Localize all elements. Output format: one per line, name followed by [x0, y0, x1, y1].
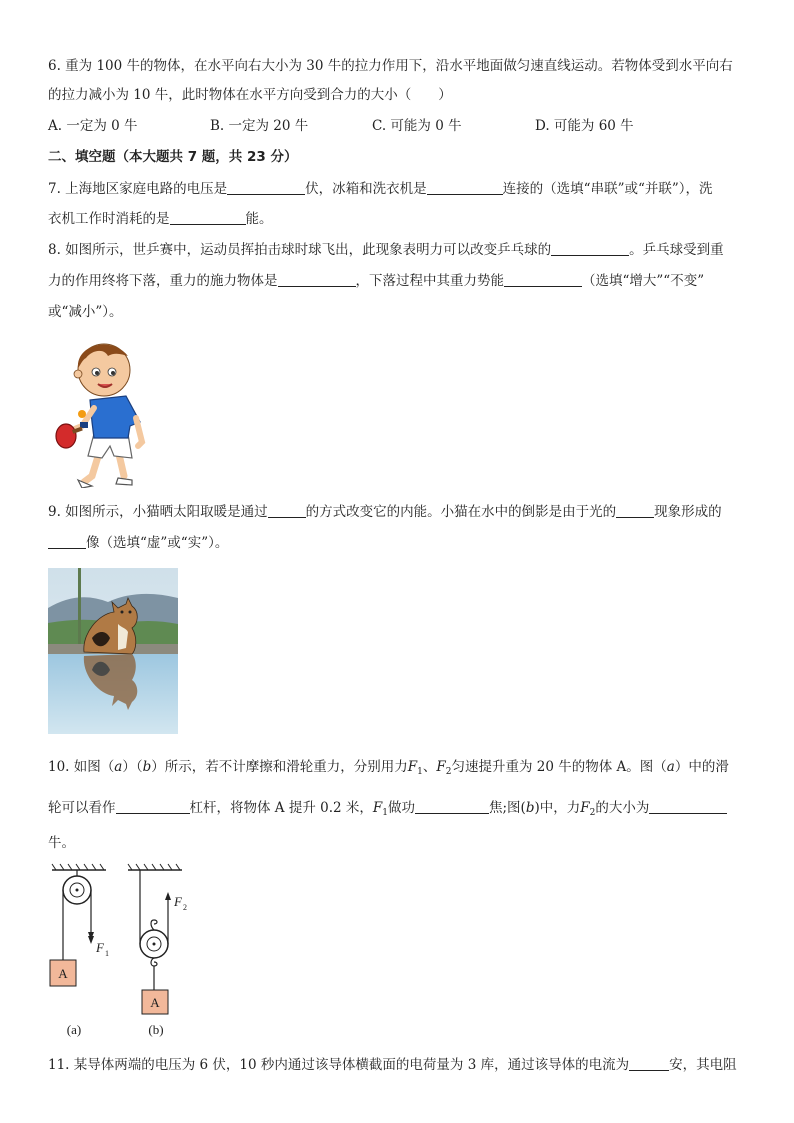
force1-label: F — [96, 940, 104, 955]
q6-option-b: B. 一定为 20 牛 — [210, 118, 309, 134]
q10-line1 — [48, 757, 729, 782]
block-a-label-b: A — [150, 995, 160, 1010]
q10-force2-subscript-2: 2 — [589, 808, 596, 818]
table-tennis-boy-illustration — [52, 338, 152, 488]
q8-line1 — [48, 240, 724, 260]
q10-force1-subscript-2: 1 — [382, 808, 388, 818]
q10-force2-symbol-2: F — [580, 800, 590, 816]
q7-text-d: 衣机工作时消耗的是 — [48, 211, 170, 227]
q7-blank-2[interactable] — [427, 180, 503, 195]
q11-text-a: 11. 某导体两端的电压为 6 伏，10 秒内通过该导体横截面的电荷量为 3 库，通过该导体的电流为 — [48, 1057, 630, 1073]
q9-blank-3[interactable] — [48, 534, 86, 549]
force2-label: F — [174, 894, 182, 909]
q6-line2: 的拉力减小为 10 牛，此时物体在水平方向受到合力的大小（ ） — [48, 87, 452, 103]
q10-force1-symbol: F — [407, 759, 418, 775]
q7-text-e: 能。 — [245, 211, 273, 227]
q10-fig-a-ref: a — [114, 759, 123, 775]
q10-force2-symbol: F — [436, 759, 446, 775]
figure-a-caption: (a) — [66, 1022, 82, 1037]
q10-force1-subscript: 1 — [417, 767, 423, 777]
q9-text-c: 现象形成的 — [654, 504, 722, 520]
q11-line1 — [48, 1055, 737, 1075]
figure-b-caption: (b) — [148, 1022, 164, 1037]
q6-line1: 6. 重为 100 牛的物体，在水平向右大小为 30 牛的拉力作用下，沿水平地面做匀速直线运动。若物体受到水平向右 — [48, 58, 733, 74]
q7-text-b: 伏，冰箱和洗衣机是 — [305, 181, 427, 197]
q10-blank-2[interactable] — [415, 799, 489, 814]
cat-reflection-photo — [48, 568, 178, 734]
q7-blank-3[interactable] — [170, 210, 246, 225]
q8-line2 — [48, 271, 704, 291]
q10-line2 — [48, 798, 727, 823]
q10-text-b: ）（ — [122, 759, 143, 775]
q10-separator: 、 — [422, 759, 437, 775]
q10-text-i: 焦;图( — [489, 800, 526, 816]
q9-blank-2[interactable] — [616, 503, 654, 518]
force2-subscript: 2 — [183, 903, 187, 912]
q8-text-d: ，下落过程中其重力势能 — [355, 273, 504, 289]
q8-line3: 或“减小”）。 — [48, 304, 123, 320]
block-a-label-a: A — [58, 966, 68, 981]
q6-option-c: C. 可能为 0 牛 — [372, 118, 462, 134]
q10-line3: 牛。 — [48, 835, 75, 851]
q7-blank-1[interactable] — [227, 180, 305, 195]
q8-blank-3[interactable] — [504, 272, 582, 287]
q9-text-b: 的方式改变它的内能。小猫在水中的倒影是由于光的 — [305, 504, 617, 520]
q8-text-b: 。乒乓球受到重 — [629, 242, 724, 258]
q7-text-c: 连接的（选填“串联”或“并联”），洗 — [502, 181, 713, 197]
q10-text-k: 的大小为 — [595, 800, 650, 816]
q11-text-b: 安，其电阻 — [669, 1057, 737, 1073]
q10-blank-3[interactable] — [649, 799, 727, 814]
q8-blank-2[interactable] — [278, 272, 356, 287]
q10-text-h: 做功 — [388, 800, 415, 816]
q10-text-j: )中，力 — [534, 800, 581, 816]
q9-blank-1[interactable] — [268, 503, 306, 518]
movable-pulley-diagram-b — [128, 864, 187, 1037]
q9-line1 — [48, 502, 722, 522]
q10-text-e: ）中的滑 — [674, 759, 729, 775]
fixed-pulley-diagram-a — [50, 864, 109, 1037]
q10-fig-b-ref-2: b — [525, 800, 535, 816]
q10-text-g: 杠杆，将物体 A 提升 0.2 米， — [189, 800, 373, 816]
q10-fig-b-ref: b — [142, 759, 152, 775]
q8-blank-1[interactable] — [551, 241, 629, 256]
q6-option-d: D. 可能为 60 牛 — [535, 118, 634, 134]
pulley-diagrams — [46, 862, 216, 1042]
q10-force1-symbol-2: F — [372, 800, 383, 816]
force1-subscript: 1 — [105, 949, 109, 958]
q10-text-a: 10. 如图（ — [48, 759, 115, 775]
q11-blank-1[interactable] — [629, 1056, 669, 1071]
q9-text-a: 9. 如图所示，小猫晒太阳取暖是通过 — [48, 504, 268, 520]
q7-line1 — [48, 179, 713, 199]
q8-text-e: （选填“增大”“不变” — [582, 273, 705, 289]
q8-text-a: 8. 如图所示，世乒赛中，运动员挥拍击球时球飞出，此现象表明力可以改变乒乓球的 — [48, 242, 552, 258]
q10-text-f: 轮可以看作 — [48, 800, 116, 816]
q6-option-a: A. 一定为 0 牛 — [48, 118, 138, 134]
q7-line2 — [48, 209, 273, 229]
q10-text-d: 匀速提升重为 20 牛的物体 A。图（ — [451, 759, 667, 775]
q8-text-c: 力的作用终将下落，重力的施力物体是 — [48, 273, 278, 289]
q9-line2 — [48, 533, 228, 553]
section-title: 二、填空题（本大题共 7 题，共 23 分） — [48, 149, 298, 165]
q9-text-d: 像（选填“虚”或“实”）。 — [86, 535, 229, 551]
q7-text-a: 7. 上海地区家庭电路的电压是 — [48, 181, 228, 197]
q10-text-c: ）所示，若不计摩擦和滑轮重力，分别用力 — [151, 759, 408, 775]
q10-force2-subscript: 2 — [445, 767, 452, 777]
q10-fig-a-ref-2: a — [666, 759, 675, 775]
q10-blank-1[interactable] — [116, 799, 190, 814]
